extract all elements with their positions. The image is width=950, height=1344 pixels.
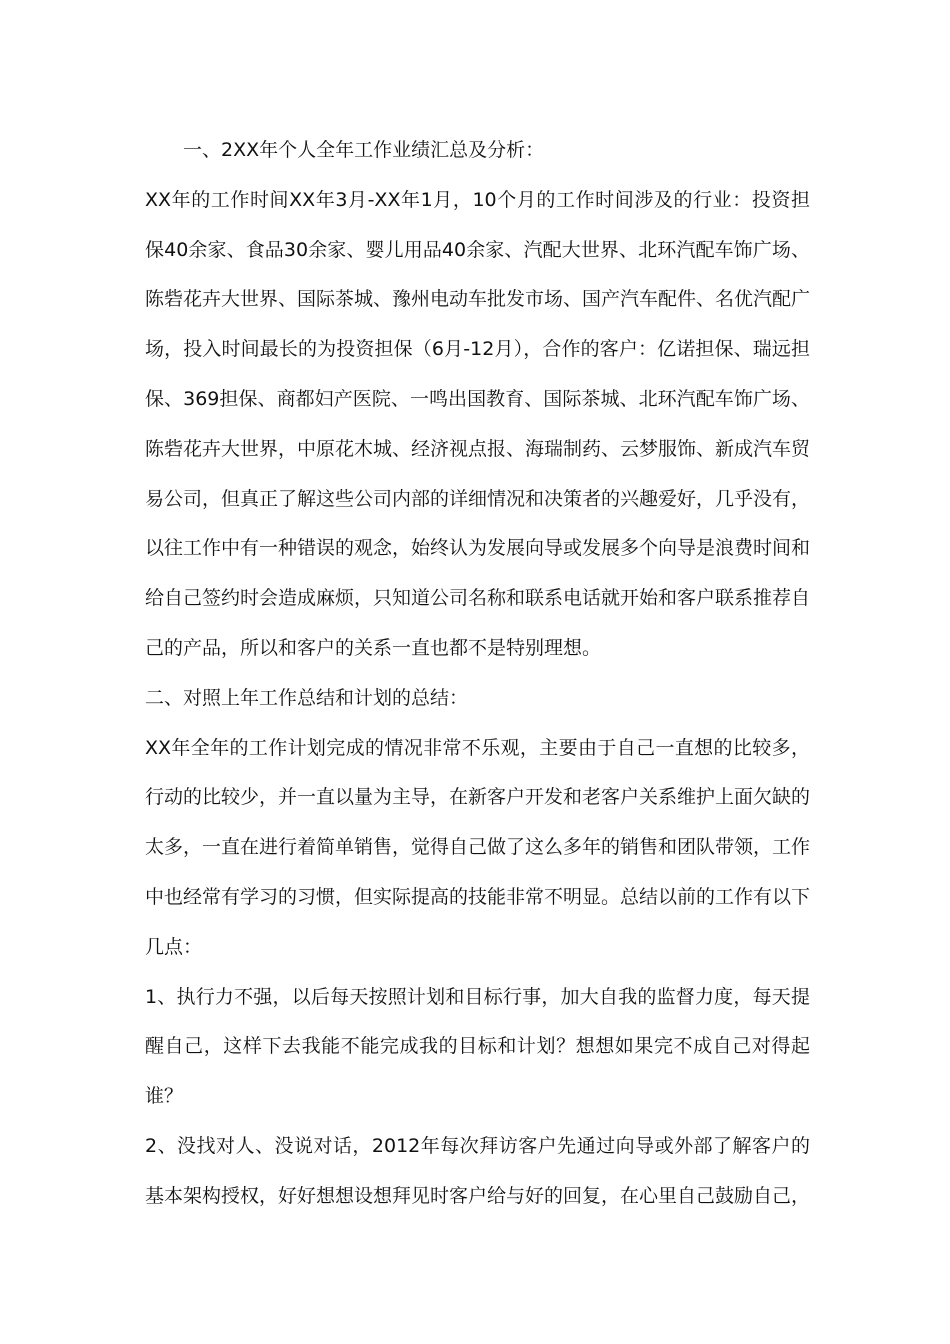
paragraph-plan-review: XX年全年的工作计划完成的情况非常不乐观，主要由于自己一直想的比较多，行动的比较少，并一直以量为主导，在新客户开发和老客户关系维护上面欠缺的太多，一直在进行着简单销售，觉得自己做了这么多年的销售和团队带领，工作中也经常有学习的习惯，但实际提高的技能非常不明显。总结以前的工作有以下几点： (145, 736, 811, 958)
document-body (145, 126, 810, 1222)
section-heading-1: 一、2XX年个人全年工作业绩汇总及分析： (183, 139, 545, 161)
list-item-1: 1、执行力不强，以后每天按照计划和目标行事，加大自我的监督力度，每天提醒自己，这样下去我能不能完成我的目标和计划？想想如果完不成自己对得起谁？ (145, 985, 810, 1108)
paragraph-industries: XX年的工作时间XX年3月-XX年1月，10个月的工作时间涉及的行业：投资担保40余家、食品30余家、婴儿用品40余家、汽配大世界、北环汽配车饰广场、陈砦花卉大世界、国际茶城、豫州电动车批发市场、国产汽车配件、名优汽配广场，投入时间最长的为投资担保（6月-12月），合作的客户：亿诺担保、瑞远担保、369担保、商都妇产医院、一鸣出国教育、国际茶城、北环汽配车饰广场、陈砦花卉大世界，中原花木城、经济视点报、海瑞制药、云梦服饰、新成汽车贸易公司，但真正了解这些公司内部的详细情况和决策者的兴趣爱好，几乎没有，以往工作中有一种错误的观念，始终认为发展向导或发展多个向导是浪费时间和给自己签约时会造成麻烦，只知道公司名称和联系电话就开始和客户联系推荐自己的产品，所以和客户的关系一直也都不是特别理想。 (145, 188, 811, 659)
section-heading-2: 二、对照上年工作总结和计划的总结： (145, 686, 469, 709)
list-item-2: 2、没找对人、没说对话，2012年每次拜访客户先通过向导或外部了解客户的基本架构授权，好好想想设想拜见时客户给与好的回复，在心里自己鼓励自己， (145, 1134, 811, 1207)
